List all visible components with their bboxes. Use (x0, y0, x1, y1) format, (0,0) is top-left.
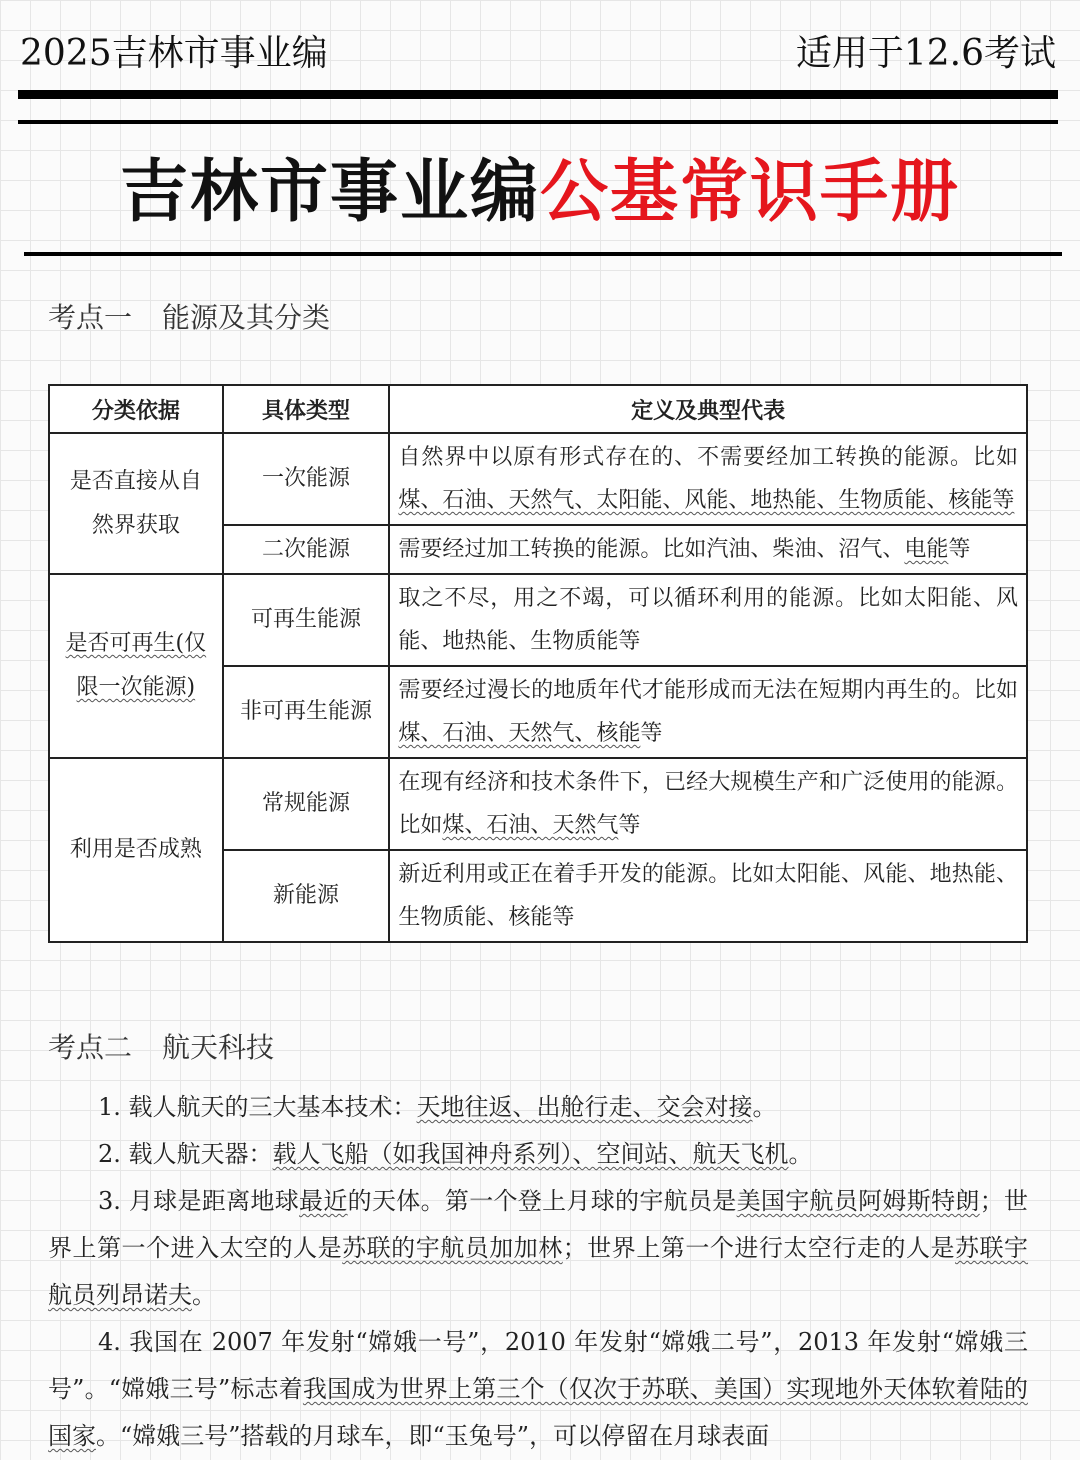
underlined-text: 苏联宇航员列昂诺夫 (48, 1234, 1029, 1309)
header-rule-thick (18, 90, 1058, 99)
section1-name: 能源及其分类 (162, 301, 331, 334)
header-rule-thin (18, 120, 1058, 124)
definition-cell (389, 666, 1027, 758)
header-definition: 定义及典型代表 (389, 385, 1027, 433)
definition-cell (389, 433, 1027, 525)
underlined-text: 美国宇航员阿姆斯特朗 (736, 1187, 980, 1215)
type-cell: 二次能源 (223, 525, 390, 574)
header-left: 2025吉林市事业编 (20, 32, 328, 74)
def-text: 取之不尽，用之不竭，可以循环利用的能源。比如太阳能、风能、地热能、生物质能等 (398, 586, 1018, 654)
type-cell: 一次能源 (223, 433, 390, 525)
basis-cell (49, 574, 223, 758)
section2-heading (48, 1026, 274, 1066)
underlined-text: 载人飞船（如我国神舟系列）、空间站、航天飞机 (272, 1140, 789, 1168)
underlined-text: 我国成为世界上第三个（仅次于苏联、美国）实现地外天体软着陆的国家 (48, 1375, 1029, 1450)
paragraph (48, 1178, 1028, 1319)
def-text-end: 等 (948, 537, 971, 562)
def-underlined: 煤、石油、天然气、太阳能、风能、地热能、生物质能、核能等 (398, 488, 1015, 513)
text: 。 (192, 1281, 216, 1309)
section2-body (48, 1084, 1028, 1460)
title-red-part: 公基常识手册 (540, 153, 961, 232)
definition-cell (389, 525, 1027, 574)
underlined-text: 最近 (299, 1187, 348, 1215)
text: ；世界上第一个进行太空行走的人是 (562, 1234, 955, 1262)
table-header-row (49, 385, 1027, 433)
def-text: 在现有经济和技术条件下，已经大规模生产和广泛使用的能源。比如 (398, 770, 1018, 838)
type-cell: 新能源 (223, 850, 390, 942)
basis-underlined: 是否可再生(仅限一次能源) (65, 631, 207, 700)
text: 。 (788, 1140, 813, 1168)
table-row (49, 574, 1027, 666)
def-underlined: 煤、石油、天然气、核能 (398, 721, 641, 746)
table-row (49, 433, 1027, 525)
def-text: 需要经过加工转换的能源。比如汽油、柴油、沼气、 (398, 537, 905, 562)
basis-cell: 利用是否成熟 (49, 758, 223, 942)
section1-number: 考点一 (48, 301, 133, 334)
type-cell: 常规能源 (223, 758, 390, 850)
text: ；世界上第一个进入太空的人是 (48, 1187, 1029, 1262)
top-header (20, 22, 1056, 78)
def-text: 需要经过漫长的地质年代才能形成而无法在短期内再生的。比如 (398, 678, 1018, 703)
paragraph (48, 1131, 1028, 1178)
def-text: 自然界中以原有形式存在的、不需要经加工转换的能源。比如 (398, 445, 1018, 470)
def-text-end: 等 (640, 721, 663, 746)
text: 4. 我国在 2007 年发射“嫦娥一号”，2010 年发射“嫦娥二号”，2013 年发射“嫦娥三号”。“嫦娥三号”标志着 (48, 1328, 1028, 1403)
def-text: 新近利用或正在着手开发的能源。比如太阳能、风能、地热能、生物质能、核能等 (398, 862, 1018, 930)
header-type: 具体类型 (223, 385, 390, 433)
paragraph (48, 1084, 1028, 1131)
text: 。“嫦娥三号”搭载的月球车，即“玉兔号”，可以停留在月球表面 (96, 1422, 770, 1450)
section2-name: 航天科技 (162, 1031, 275, 1064)
def-text-end: 等 (618, 813, 641, 838)
basis-cell: 是否直接从自然界获取 (49, 433, 223, 574)
def-underlined: 煤、石油、天然气 (442, 813, 619, 838)
text: 1. 载人航天的三大基本技术： (98, 1093, 417, 1121)
header-basis: 分类依据 (49, 385, 223, 433)
text: 2. 载人航天器： (98, 1140, 273, 1168)
table-row (49, 758, 1027, 850)
underlined-text: 天地往返、出舱行走、交会对接 (416, 1093, 753, 1121)
page-title (0, 138, 1080, 238)
text: 。 (752, 1093, 777, 1121)
type-cell: 可再生能源 (223, 574, 390, 666)
text: 的天体。第一个登上月球的宇航员是 (347, 1187, 737, 1215)
text: 3. 月球是距离地球 (98, 1187, 300, 1215)
type-cell: 非可再生能源 (223, 666, 390, 758)
definition-cell (389, 758, 1027, 850)
header-right: 适用于12.6考试 (795, 32, 1056, 74)
underlined-text: 苏联的宇航员加加林 (342, 1234, 563, 1262)
section1-heading (48, 296, 330, 336)
section2-number: 考点二 (48, 1031, 133, 1064)
title-rule (24, 252, 1062, 256)
def-underlined: 电能 (904, 537, 949, 562)
title-black-part: 吉林市事业编 (119, 153, 540, 232)
energy-classification-table (48, 384, 1028, 943)
definition-cell (389, 850, 1027, 942)
definition-cell (389, 574, 1027, 666)
paragraph (48, 1319, 1028, 1460)
